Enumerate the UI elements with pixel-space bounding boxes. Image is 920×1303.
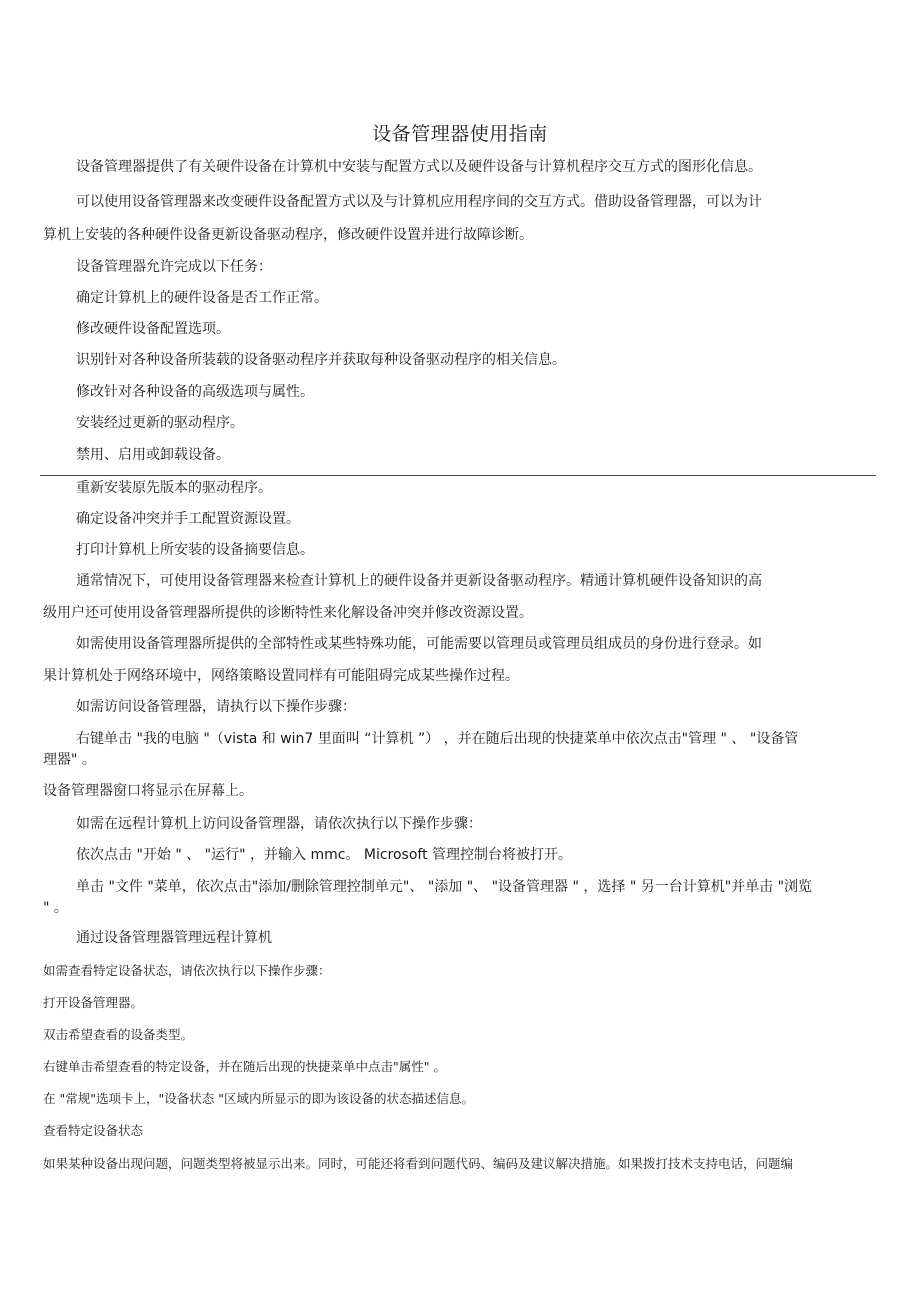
paragraph: 单击 "文件 "菜单，依次点击"添加/删除管理控制单元"、 "添加 "、 "设备管理器 " ，选择 " 另一台计算机"并单击 "浏览 (76, 879, 813, 895)
horizontal-divider (40, 475, 876, 476)
list-item: 禁用、启用或卸载设备。 (76, 447, 230, 463)
list-item: 打印计算机上所安装的设备摘要信息。 (76, 542, 314, 558)
list-item: 重新安装原先版本的驱动程序。 (76, 480, 272, 496)
paragraph: 级用户还可使用设备管理器所提供的诊断特性来化解设备冲突并修改资源设置。 (43, 605, 533, 621)
paragraph: 如需查看特定设备状态，请依次执行以下操作步骤： (43, 963, 331, 978)
paragraph: 设备管理器提供了有关硬件设备在计算机中安装与配置方式以及硬件设备与计算机程序交互方式的图形化信息。 (76, 159, 762, 175)
list-item: 在 "常规"选项卡上，"设备状态 "区域内所显示的即为该设备的状态描述信息。 (43, 1091, 474, 1106)
list-item: 确定计算机上的硬件设备是否工作正常。 (76, 290, 328, 306)
paragraph: 依次点击 "开始 " 、 "运行" ，并输入 mmc。 Microsoft 管理控制台将被打开。 (76, 847, 573, 863)
paragraph: 如需访问设备管理器，请执行以下操作步骤： (76, 699, 356, 715)
paragraph: 算机上安装的各种硬件设备更新设备驱动程序，修改硬件设置并进行故障诊断。 (43, 227, 533, 243)
list-item: 识别针对各种设备所装载的设备驱动程序并获取每种设备驱动程序的相关信息。 (76, 352, 566, 368)
section-heading: 查看特定设备状态 (43, 1123, 144, 1138)
paragraph: 设备管理器允许完成以下任务： (76, 259, 272, 275)
paragraph: 如需使用设备管理器所提供的全部特性或某些特殊功能，可能需要以管理员或管理员组成员的身份进行登录。如 (76, 636, 762, 652)
list-item: 打开设备管理器。 (43, 995, 144, 1010)
paragraph: 如需在远程计算机上访问设备管理器，请依次执行以下操作步骤： (76, 816, 482, 832)
paragraph: 理器" 。 (43, 752, 96, 768)
paragraph: " 。 (43, 900, 68, 916)
paragraph: 通常情况下，可使用设备管理器来检查计算机上的硬件设备并更新设备驱动程序。精通计算机硬件设备知识的高 (76, 573, 762, 589)
document-title: 设备管理器使用指南 (372, 123, 548, 145)
list-item: 安装经过更新的驱动程序。 (76, 415, 244, 431)
list-item: 修改针对各种设备的高级选项与属性。 (76, 384, 314, 400)
paragraph: 右键单击 "我的电脑 "（vista 和 win7 里面叫 “计算机 ”） ，并在随后出现的快捷菜单中依次点击"管理 " 、 "设备管 (76, 731, 799, 747)
paragraph: 可以使用设备管理器来改变硬件设备配置方式以及与计算机应用程序间的交互方式。借助设备管理器，可以为计 (76, 194, 762, 210)
section-heading: 通过设备管理器管理远程计算机 (76, 930, 272, 946)
list-item: 右键单击希望查看的特定设备，并在随后出现的快捷菜单中点击"属性" 。 (43, 1059, 446, 1074)
paragraph: 设备管理器窗口将显示在屏幕上。 (43, 783, 253, 799)
list-item: 确定设备冲突并手工配置资源设置。 (76, 511, 300, 527)
paragraph: 如果某种设备出现问题，问题类型将被显示出来。同时，可能还将看到问题代码、编码及建议解决措施。如果拨打技术支持电话，问题编 (43, 1156, 794, 1171)
list-item: 双击希望查看的设备类型。 (43, 1027, 194, 1042)
paragraph: 果计算机处于网络环境中，网络策略设置同样有可能阻碍完成某些操作过程。 (43, 668, 519, 684)
list-item: 修改硬件设备配置选项。 (76, 321, 230, 337)
